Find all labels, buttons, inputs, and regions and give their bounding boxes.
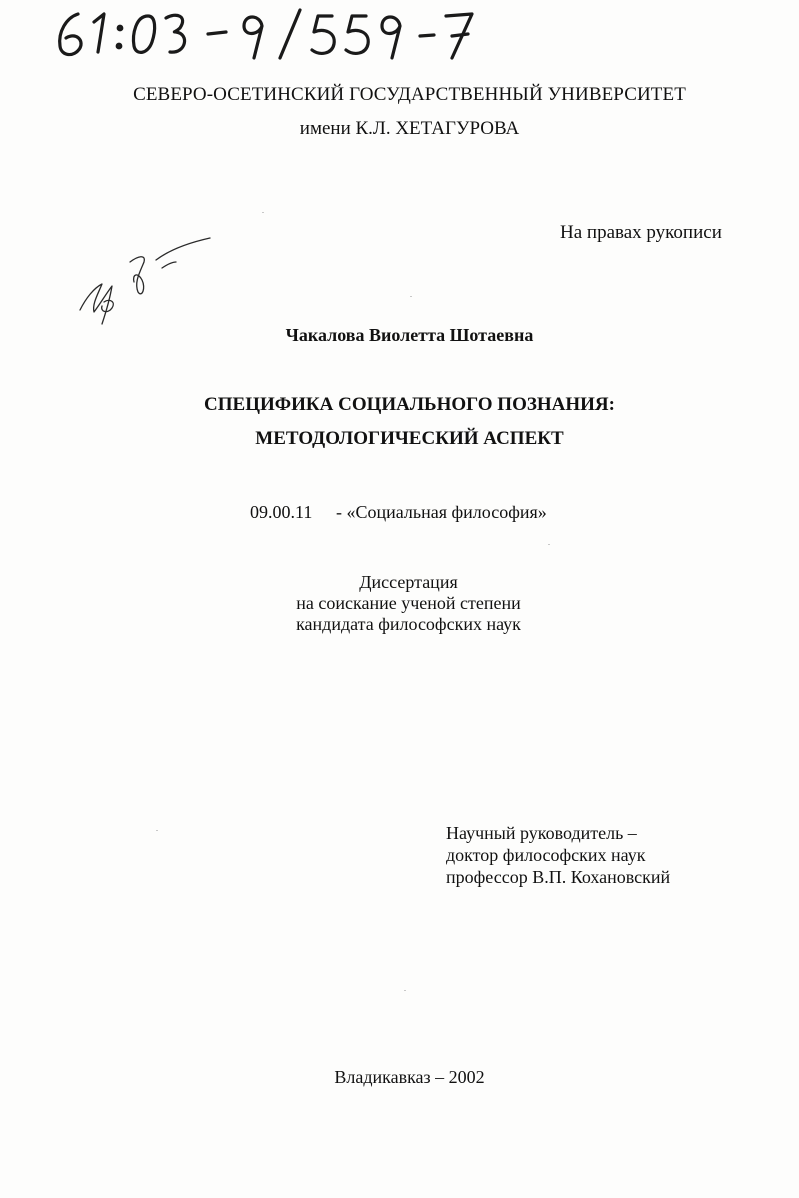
scan-speck [404, 990, 406, 991]
university-name: СЕВЕРО-ОСЕТИНСКИЙ ГОСУДАРСТВЕННЫЙ УНИВЕРСИТЕТ [133, 84, 686, 105]
dissertation-line-1: Диссертация [359, 572, 458, 592]
supervisor-line-1: Научный руководитель – [446, 823, 637, 843]
supervisor-line-2: доктор философских наук [446, 845, 646, 865]
signature-drawing [72, 232, 222, 332]
dissertation-line-3: кандидата философских наук [296, 614, 521, 634]
author-name: Чакалова Виолетта Шотаевна [285, 325, 534, 345]
scan-speck [156, 830, 158, 831]
dissertation-description [0, 572, 799, 635]
scan-speck [548, 544, 550, 545]
place-and-year: Владикавказ – 2002 [334, 1067, 485, 1087]
supervisor-line-3: профессор В.П. Кохановский [446, 867, 671, 887]
dissertation-title-line-2: МЕТОДОЛОГИЧЕСКИЙ АСПЕКТ [255, 428, 564, 449]
handwritten-catalog-code [48, 2, 478, 64]
dissertation-line-2: на соискание ученой степени [296, 593, 521, 613]
dissertation-title-line-1: СПЕЦИФИКА СОЦИАЛЬНОГО ПОЗНАНИЯ: [204, 394, 615, 415]
scientific-supervisor [446, 822, 670, 888]
manuscript-rights-note: На правах рукописи [560, 222, 722, 243]
specialty-code: 09.00.11 [250, 502, 313, 522]
specialty [250, 502, 547, 523]
scan-speck [410, 296, 412, 297]
handwritten-code-drawing [48, 2, 478, 64]
scan-speck [262, 212, 264, 213]
handwritten-signature [72, 232, 222, 332]
university-named-after: имени К.Л. ХЕТАГУРОВА [299, 118, 520, 139]
specialty-name: - «Социальная философия» [336, 502, 547, 522]
